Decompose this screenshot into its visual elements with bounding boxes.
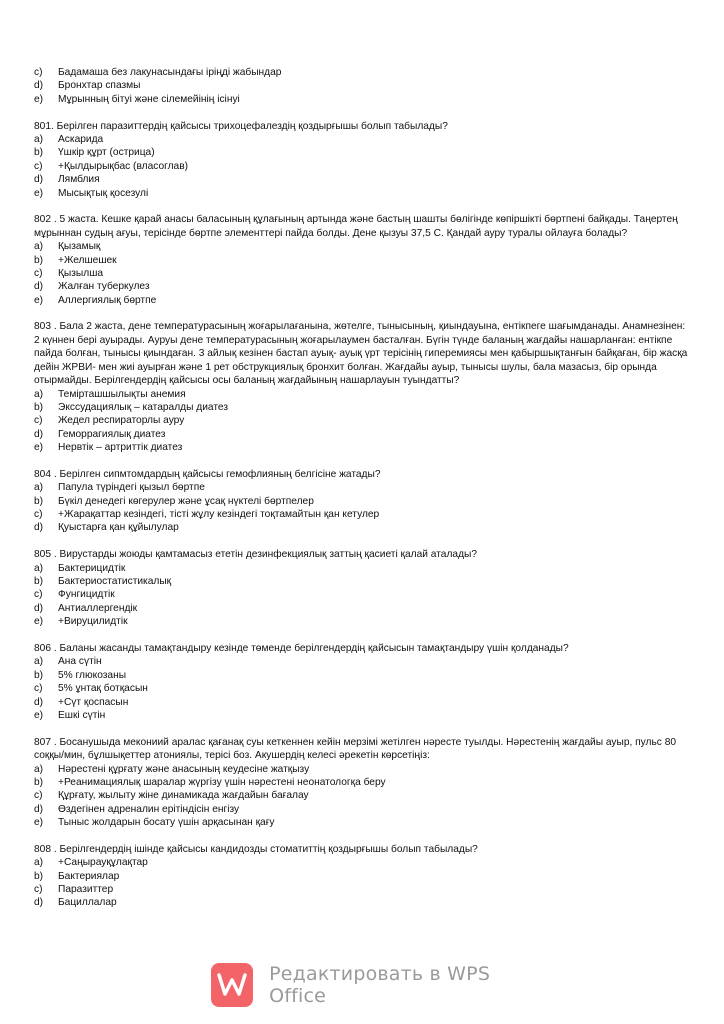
option-text: Ешкі сүтін [58,709,106,721]
option-letter: c) [34,790,43,802]
option-text: Папула түріндегі қызыл бөртпе [58,482,205,494]
answer-option [0,521,724,534]
answer-option [0,789,724,802]
question-block [0,468,724,535]
option-text: Жедел респираторлы ауру [58,415,185,427]
answer-option [0,187,724,200]
answer-option [0,508,724,521]
question-text: 801. Берілген паразиттердің қайсысы трихоцефалездің қоздырғышы болып табылады? [34,120,448,132]
option-letter: b) [34,576,44,587]
option-text: Антиаллергендік [58,602,138,614]
option: e) Мұрынның бітуі және сілемейінің ісінуі [34,93,240,105]
answer-option [0,441,724,454]
question-block [0,120,724,200]
option-text: +Саңырауқұлақтар [58,857,148,869]
option-text: 5% ұнтақ ботқасын [58,683,148,695]
option-text: Нәрестені құрғату және анасының кеудесіне жатқызу [58,763,310,775]
question-list [0,106,724,910]
option-letter: e) [34,442,44,454]
option-letter: a) [34,656,44,668]
option-letter: b) [34,495,44,507]
answer-option [0,562,724,575]
answer-option [0,280,724,293]
answer-option [0,870,724,883]
option-letter: d) [34,803,44,815]
question-text: 808 . Берілгендердің ішінде қайсысы кандидозды стоматиттің қоздырғышы болып табылады? [34,843,478,855]
answer-option [0,776,724,789]
option-text: Бациллалар [58,897,117,909]
option-text: Қызамық [58,241,101,253]
option-letter: c) [34,267,43,279]
option-letter: b) [34,870,44,882]
option-letter: d) [34,522,44,534]
question-block [0,843,724,910]
question-text: 804 . Берілген сипмтомдардың қайсысы гемофлияның белгісіне жатады? [34,468,381,480]
option-text: Лямблия [58,174,100,186]
option-text: Үшкір құрт (острица) [58,147,155,159]
option-letter: d) [34,428,44,440]
option-letter: c) [34,683,43,695]
answer-option [0,803,724,816]
spacer [0,106,724,119]
answer-option [0,267,724,280]
option-text: Ана сүтін [58,656,102,668]
option-letter: a) [34,241,44,253]
option-text: Нервтік – артриттік диатез [58,442,183,454]
option-letter: e) [34,187,44,199]
answer-option [0,414,724,427]
question-block [0,320,724,454]
option-text: Бактериостатистикалық [58,576,172,587]
intro-options [0,66,724,106]
option-letter: c) [34,589,43,601]
option-letter: e) [34,294,44,306]
answer-option [0,146,724,159]
option-letter: d) [34,174,44,186]
option-text: Экссудациялық – катаралды диатез [58,401,228,413]
question-block [0,548,724,628]
answer-option [0,401,724,414]
spacer [0,722,724,735]
answer-option [0,856,724,869]
option-letter: d) [34,281,44,293]
option-text: +Жарақаттар кезіндегі, тісті жұлу кезіндегі тоқтамайтын қан кетулер [58,509,380,521]
answer-option [0,160,724,173]
option-letter: e) [34,709,44,721]
wps-logo-icon [211,963,253,1007]
option-text: Аскарида [58,133,104,145]
option-letter: b) [34,776,44,788]
option-letter: d) [34,897,44,909]
option-letter: a) [34,133,44,145]
option-text: +Қылдырықбас (власоглав) [58,160,189,172]
option-text: Құрғату, жылыту жіне динамикада жағдайын бағалау [58,790,309,802]
answer-option [0,709,724,722]
option-text: Геморрагиялық диатез [58,428,166,440]
question-text: 806 . Баланы жасанды тамақтандыру кезінде төменде берілгендердің қайсысын тамақтандыру үшін қолданады? [34,642,569,654]
answer-option [0,133,724,146]
answer-option [0,575,724,588]
question-text: 802 . 5 жаста. Кешке қарай анасы баласының құлағының артында және бастың шашты бөлігінде көпіршікті бөртпені байқады. Таңертең мұрыннан судың ағуы, терісінде бөртпе элементтері пайда болды. Дене қызуы 37,5 С. Қандай ауру туралы ойлауға болады? [34,214,678,239]
option-letter: b) [34,401,44,413]
answer-option [0,696,724,709]
answer-option [0,254,724,267]
question-text: 803 . Бала 2 жаста, дене температурасының жоғарылағанына, жөтелге, тынысының, қиындауына, ентікпеге шағымданады. Анамнезінен: 2 күннен бері ауырады. Ауруы дене температурасының жоғарылаумен басталған. Бүгін түнде баланың жағдайы нашарланған: ентікпе пайда болған, тынысы қиындаған. 3 айлық кезінен бастап ауық- ауық үрт терісінің гиперемиясы мен қабыршықтанғын байқаған, бір жасқа дейін ЖРВИ- мен жиі ауырған және 1 рет обструкциялық бронхит болған. Жағдайы ауыр, тынысы шулы, бала мазасыз, бір орында отырмайды. Берілгендердің қайсысы осы баланың жағдайының нашарлауын туындатты? [34,321,688,387]
option-letter: a) [34,857,44,869]
answer-option [0,240,724,253]
question-block [0,736,724,830]
wps-edit-label[interactable]: Редактировать в WPS Office [269,963,491,1007]
answer-option [0,883,724,896]
answer-option [0,588,724,601]
spacer [0,307,724,320]
option-text: +Сүт қоспасын [58,696,129,708]
option-text: Өздегінен адреналин ерітіндісін енгізу [58,803,240,815]
option-letter: b) [34,254,44,266]
option-text: Қуыстарға қан құйылулар [58,522,179,534]
option-letter: d) [34,696,44,708]
option-text: +Вируцилидтік [58,616,128,628]
question-text: 805 . Вирустарды жоюды қамтамасыз ететін дезинфекциялық заттың қасиеті қалай аталады? [34,549,478,561]
answer-option [0,816,724,829]
spacer [0,829,724,842]
answer-option [0,481,724,494]
option-letter: c) [34,160,43,172]
option-letter: b) [34,669,44,681]
option-text: 5% глюкозаны [58,669,127,681]
option-letter: e) [34,616,44,628]
option-letter: a) [34,482,44,494]
option-letter: a) [34,388,44,400]
option-text: Жалған туберкулез [58,281,150,293]
option-letter: c) [34,415,43,427]
option-text: Бүкіл денедегі көгерулер және ұсақ нүктелі бөртпелер [58,495,314,507]
option-text: Паразиттер [58,884,114,896]
answer-option [0,669,724,682]
option-text: Темірташшылықты анемия [58,388,186,400]
question-block [0,642,724,722]
answer-option [0,655,724,668]
option-letter: d) [34,602,44,614]
option: d) Бронхтар спазмы [34,80,141,92]
option-text: Мысықтық қосезулі [58,187,149,199]
option-letter: b) [34,147,44,159]
option-letter: a) [34,763,44,775]
option-text: Бактериялар [58,870,120,882]
answer-option [0,173,724,186]
option: c) Бадамаша без лакунасындағы іріңді жабындар [34,67,282,78]
answer-option [0,602,724,615]
option-letter: c) [34,509,43,521]
option-text: Аллергиялық бөртпе [58,294,157,306]
question-text: 807 . Босанушыда мекониий аралас қағанақ суы кеткеннен кейін мерзімі жетілген нәресте туылды. Нәрестенің жағдайы ауыр, пульс 80 соққы/мин, бұлшықеттер атониялы, терісі боз. Акушердің келесі әрекетін көрсетіңіз: [34,736,677,762]
document-page [0,66,724,910]
option-text: Бактерицидтік [58,562,126,574]
answer-option [0,428,724,441]
option-letter: a) [34,562,44,574]
spacer [0,629,724,642]
option-letter: c) [34,884,43,896]
spacer [0,454,724,467]
option-text: Қызылша [58,267,104,279]
answer-option [0,682,724,695]
answer-option [0,615,724,628]
answer-option [0,495,724,508]
option-text: +Реанимациялық шаралар жүргізу үшін нәрестені неонатологқа беру [58,776,386,788]
spacer [0,535,724,548]
wps-edit-banner[interactable] [211,962,541,1008]
option-text: +Желшешек [58,254,117,266]
answer-option [0,763,724,776]
option-text: Тыныс жолдарын босату үшін арқасынан қағу [58,817,275,829]
option-letter: e) [34,817,44,829]
answer-option [0,896,724,909]
question-block [0,213,724,307]
answer-option [0,294,724,307]
option-text: Фунгицидтік [58,589,115,601]
answer-option [0,388,724,401]
spacer [0,200,724,213]
